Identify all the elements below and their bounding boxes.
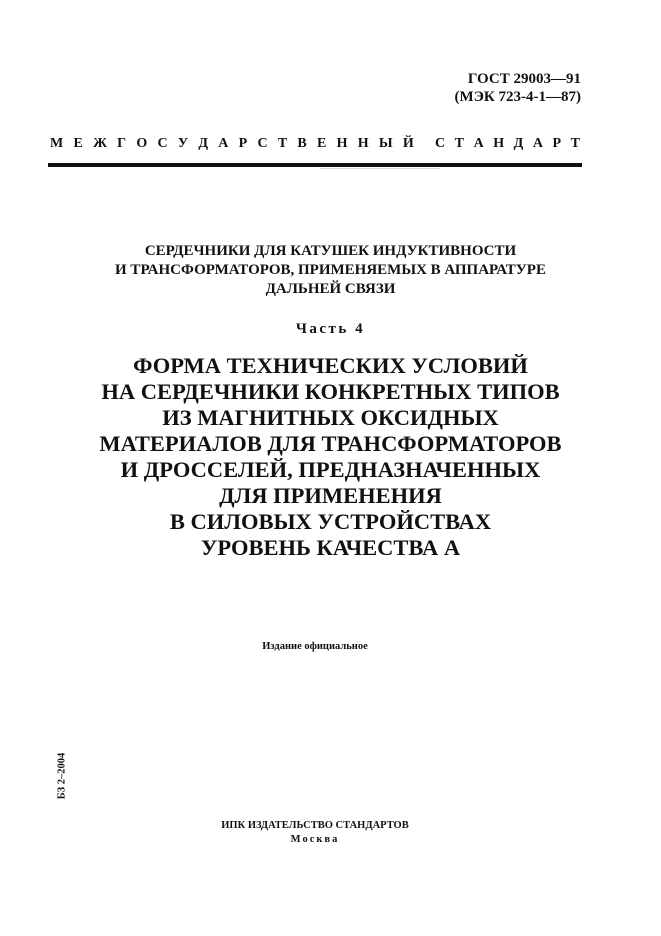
main-title-line: МАТЕРИАЛОВ ДЛЯ ТРАНСФОРМАТОРОВ: [99, 431, 562, 456]
banner-letter: Г: [117, 136, 127, 151]
banner-letter: А: [532, 136, 543, 151]
banner-letter: Н: [357, 136, 369, 151]
publisher-city: Москва: [290, 834, 340, 845]
banner-word-standard: [435, 136, 580, 152]
banner-word-interstate: [50, 136, 414, 152]
publisher-name: ИПК ИЗДАТЕЛЬСТВО СТАНДАРТОВ: [221, 820, 409, 831]
banner-letter: Й: [402, 136, 414, 151]
general-title-line: СЕРДЕЧНИКИ ДЛЯ КАТУШЕК ИНДУКТИВНОСТИ: [144, 243, 517, 259]
official-edition-note: Издание официальное: [262, 641, 368, 652]
banner-letter: Н: [336, 136, 348, 151]
banner-letter: Ы: [378, 136, 393, 151]
banner-letter: О: [136, 136, 148, 151]
banner-letter: С: [257, 136, 268, 151]
main-title-line: И ДРОССЕЛЕЙ, ПРЕДНАЗНАЧЕННЫХ: [120, 457, 541, 482]
main-title-line: В СИЛОВЫХ УСТРОЙСТВАХ: [169, 509, 492, 534]
main-title-line: НА СЕРДЕЧНИКИ КОНКРЕТНЫХ ТИПОВ: [101, 379, 560, 404]
banner-letter: Д: [513, 136, 524, 151]
banner-letter: Р: [238, 136, 248, 151]
banner-letter: Р: [552, 136, 562, 151]
interstate-standard-banner: [50, 136, 580, 152]
banner-letter: С: [435, 136, 446, 151]
main-title-line: ИЗ МАГНИТНЫХ ОКСИДНЫХ: [162, 405, 499, 430]
banner-letter: Т: [570, 136, 580, 151]
banner-letter: С: [157, 136, 168, 151]
main-title-line: ДЛЯ ПРИМЕНЕНИЯ: [219, 483, 442, 508]
part-label: Часть 4: [295, 321, 366, 337]
banner-letter: М: [50, 136, 64, 151]
general-title-line: И ТРАНСФОРМАТОРОВ, ПРИМЕНЯЕМЫХ В АППАРАТУРЕ: [115, 262, 546, 278]
banner-letter: А: [218, 136, 229, 151]
banner-letter: Н: [493, 136, 505, 151]
general-title: [40, 242, 621, 299]
banner-letter: У: [177, 136, 189, 151]
document-number-block: [455, 70, 581, 106]
banner-letter: Т: [454, 136, 465, 151]
banner-letter: В: [297, 136, 307, 151]
iec-number: (МЭК 723-4-1—87): [454, 89, 581, 105]
main-title: [20, 353, 641, 561]
banner-letter: Т: [277, 136, 288, 151]
publisher-block: [0, 819, 630, 847]
standard-number: ГОСТ 29003—91: [467, 71, 581, 87]
header-divider-shadow: [320, 168, 440, 169]
general-title-line: ДАЛЬНЕЙ СВЯЗИ: [265, 281, 396, 297]
header-divider: [48, 163, 582, 167]
banner-letter: Ж: [93, 136, 107, 151]
banner-letter: Д: [198, 136, 209, 151]
banner-letter: Е: [317, 136, 327, 151]
main-title-line: ФОРМА ТЕХНИЧЕСКИХ УСЛОВИЙ: [133, 353, 528, 378]
main-title-line: УРОВЕНЬ КАЧЕСТВА А: [200, 535, 461, 560]
banner-letter: Е: [73, 136, 83, 151]
catalog-code: БЗ 2–2004: [56, 752, 68, 800]
banner-letter: А: [473, 136, 484, 151]
